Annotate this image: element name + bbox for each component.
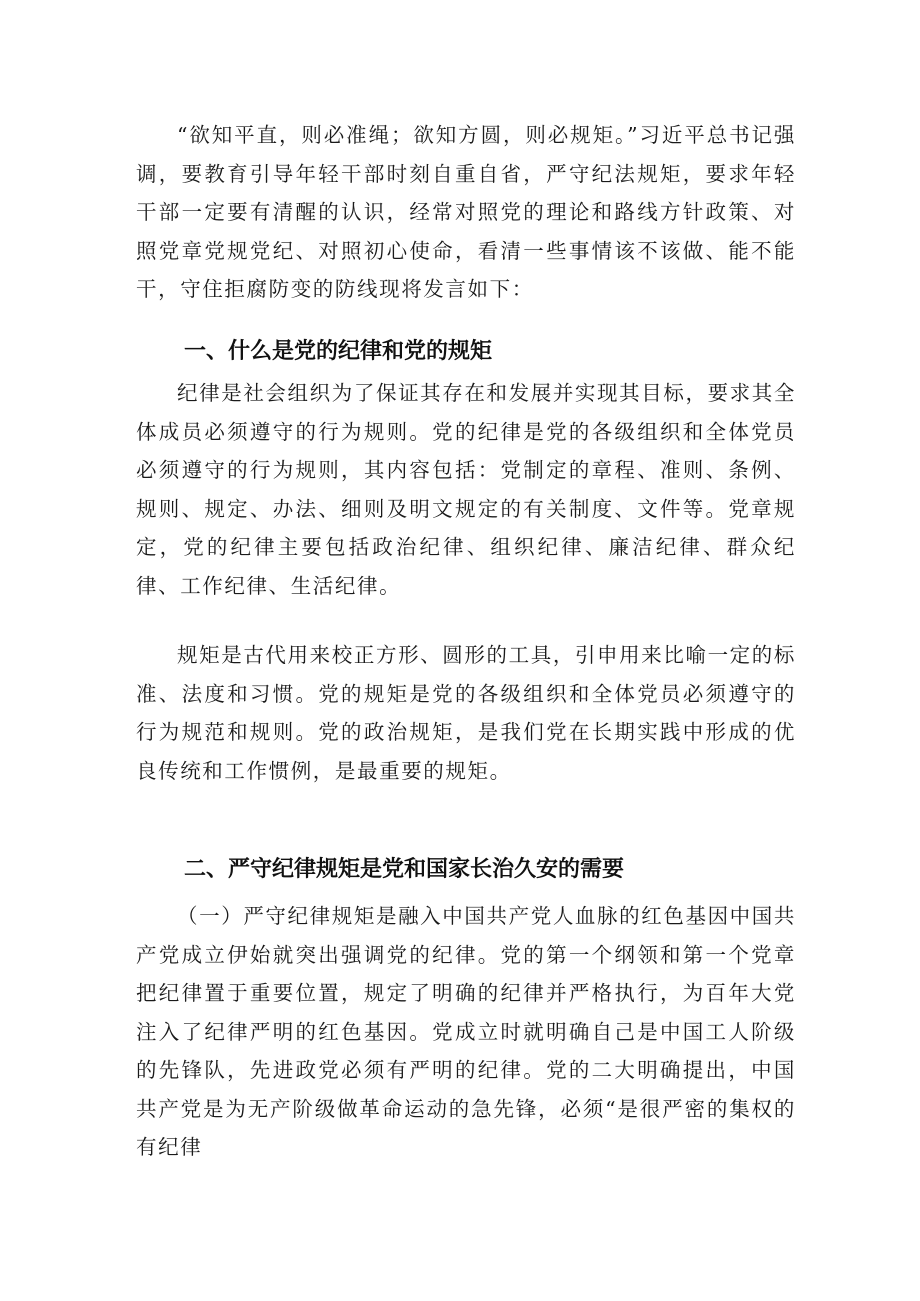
section-2-paragraph-1: （一）严守纪律规矩是融入中国共产党人血脉的红色基因中国共产党成立伊始就突出强调党的纪律。党的第一个纲领和第一个党章把纪律置于重要位置，规定了明确的纪律并严格执行，为百年大党注入了纪律严明的红色基因。党成立时就明确自己是中国工人阶级的先锋队，先进政党必须有严明的纪律。党的二大明确提出，中国共产党是为无产阶级做革命运动的急先锋，必须“是很严密的集权的有纪律: [136, 904, 796, 1159]
section-1-paragraph-2: 规矩是古代用来校正方形、圆形的工具，引申用来比喻一定的标准、法度和习惯。党的规矩是党的各级组织和全体党员必须遵守的行为规范和规则。党的政治规矩，是我们党在长期实践中形成的优良传统和工作惯例，是最重要的规矩。: [136, 643, 796, 783]
section-2-heading: 二、严守纪律规矩是党和国家长治久安的需要: [184, 857, 625, 882]
intro-paragraph: “欲知平直，则必准绳；欲知方圆，则必规矩。”习近平总书记强调，要教育引导年轻干部时刻自重自省，严守纪法规矩，要求年轻干部一定要有清醒的认识，经常对照党的理论和路线方针政策、对照党章党规党纪、对照初心使命，看清一些事情该不该做、能不能干，守住拒腐防变的防线现将发言如下：: [136, 123, 796, 301]
section-1-heading: 一、什么是党的纪律和党的规矩: [184, 339, 493, 364]
section-1-paragraph-1: 纪律是社会组织为了保证其存在和发展并实现其目标，要求其全体成员必须遵守的行为规则。党的纪律是党的各级组织和全体党员必须遵守的行为规则，其内容包括：党制定的章程、准则、条例、规则、规定、办法、细则及明文规定的有关制度、文件等。党章规定，党的纪律主要包括政治纪律、组织纪律、廉洁纪律、群众纪律、工作纪律、生活纪律。: [136, 381, 796, 598]
